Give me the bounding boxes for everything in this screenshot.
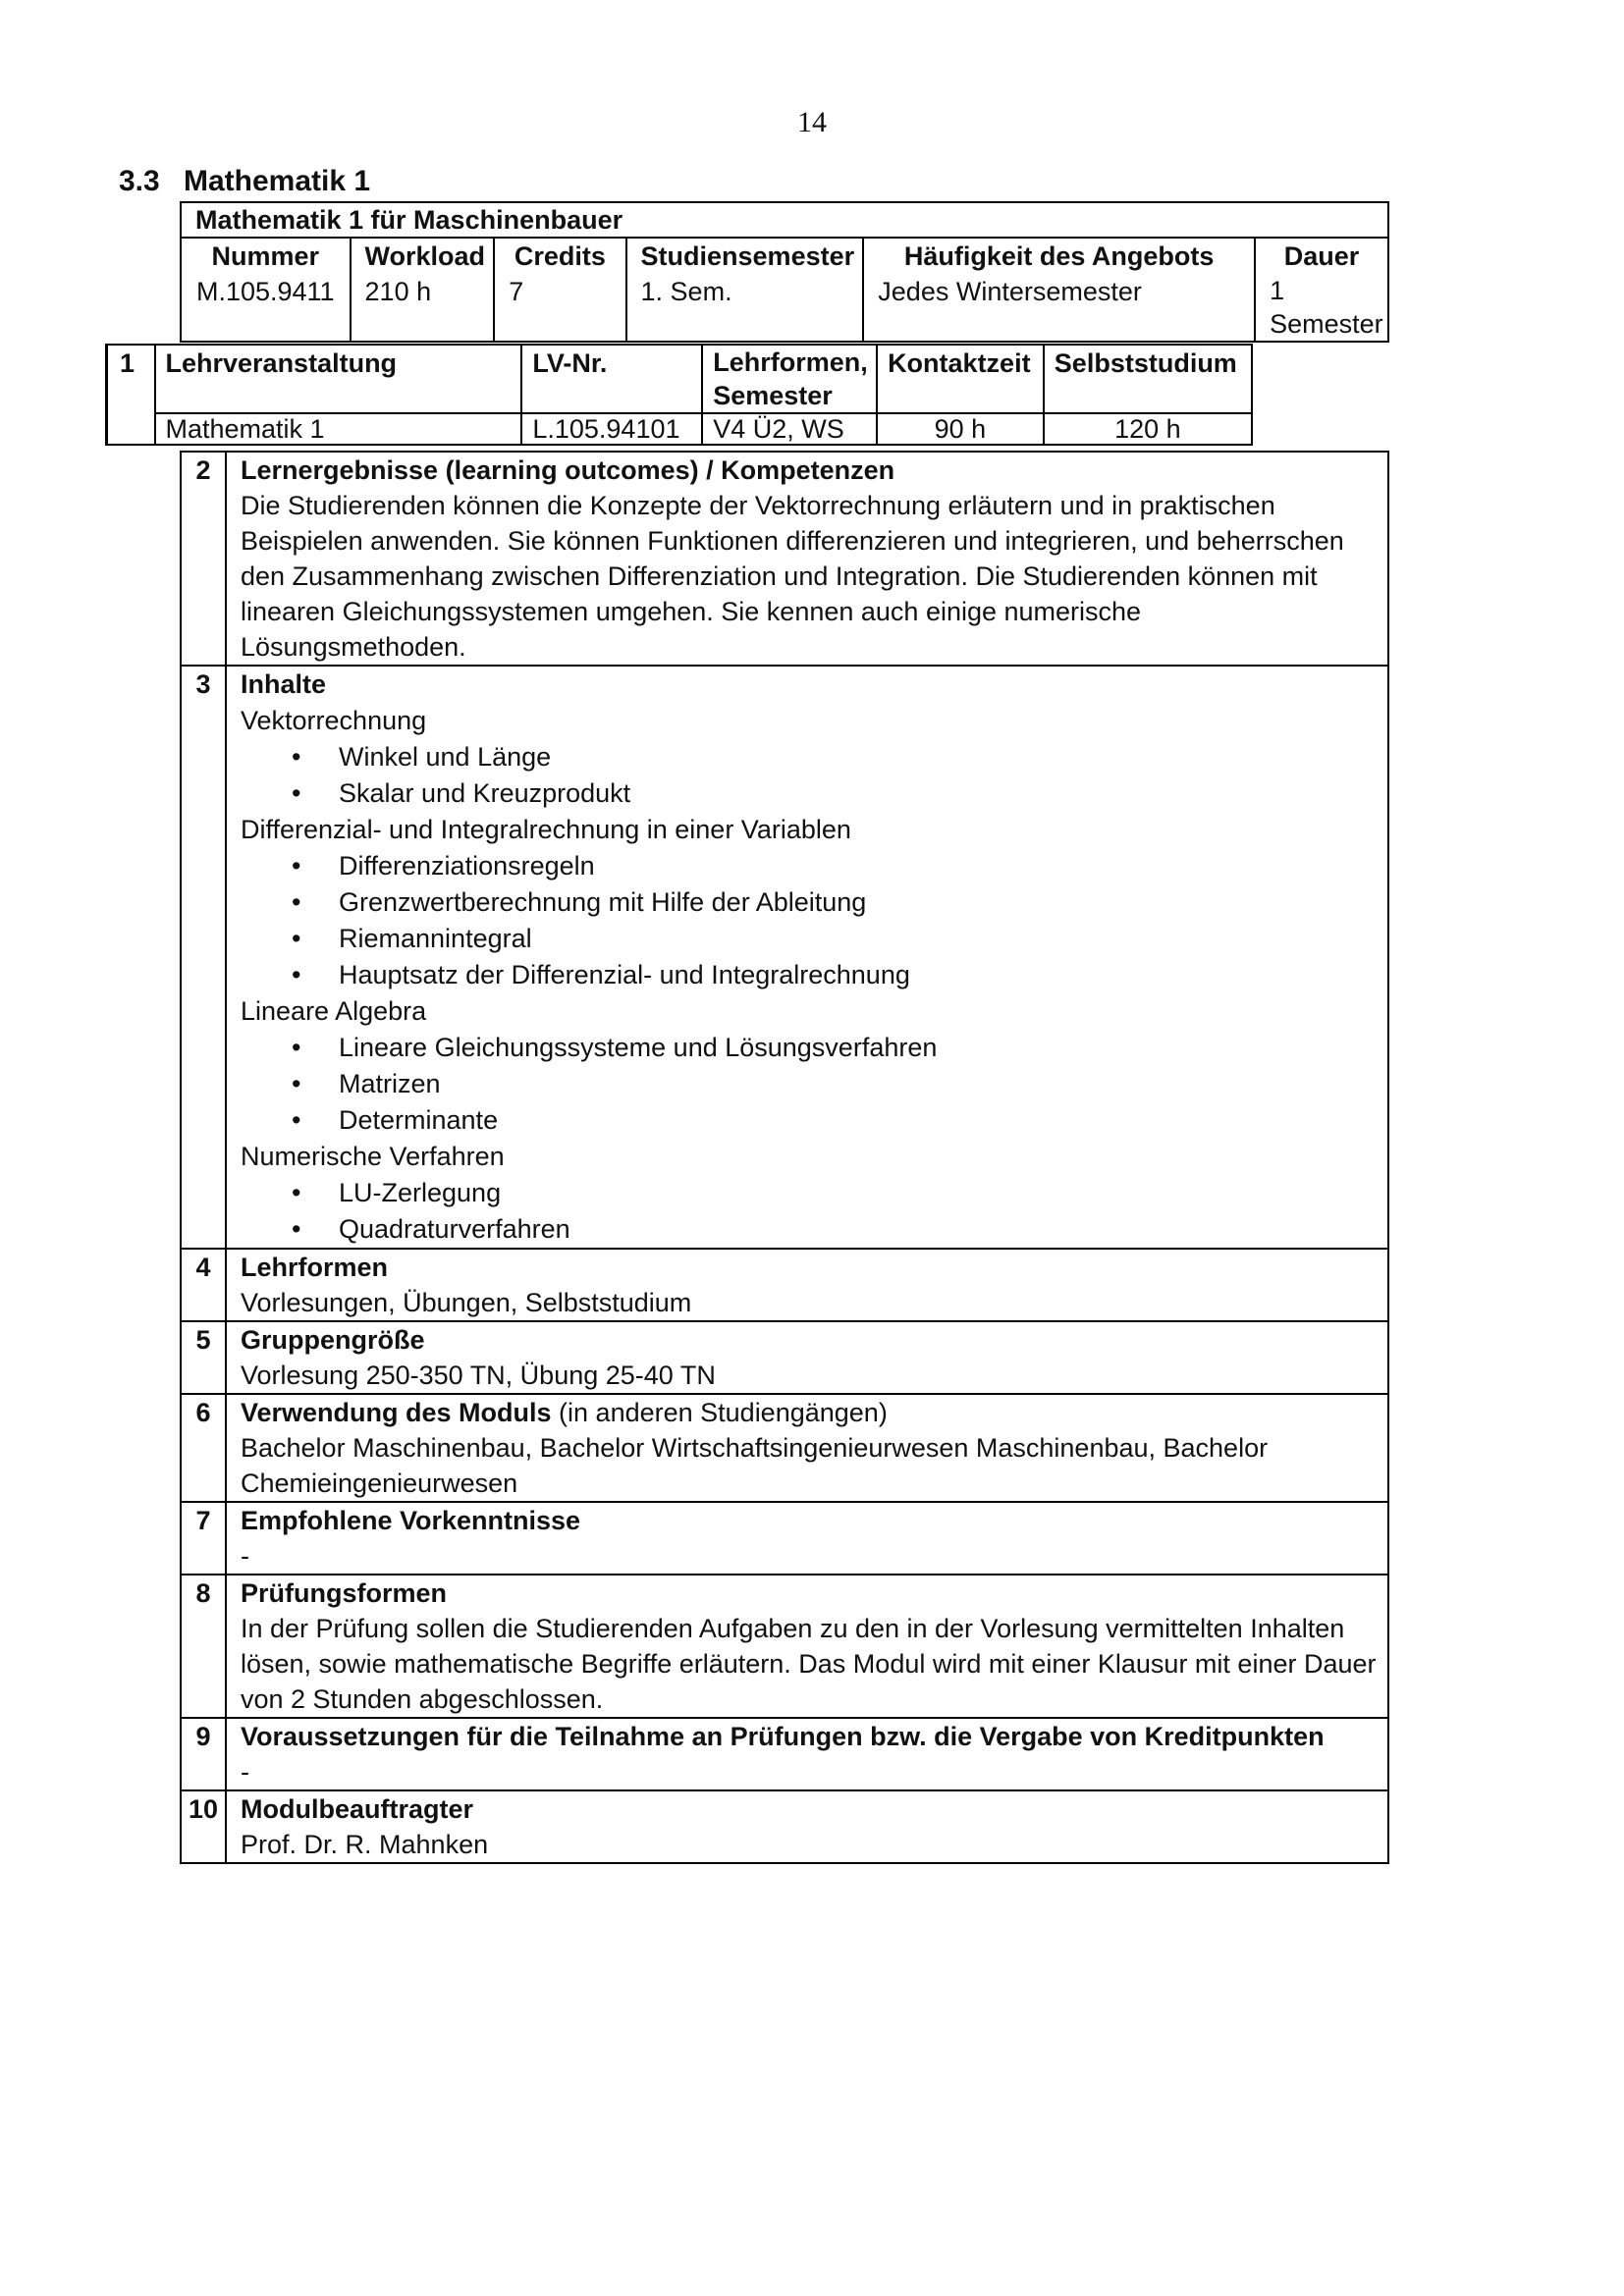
header-lehrveranstaltung: Lehrveranstaltung xyxy=(155,345,522,413)
bullet-list xyxy=(241,1030,1387,1139)
list-item: • Skalar und Kreuzprodukt xyxy=(339,775,1387,812)
row-title: Modulbeauftragter xyxy=(241,1794,474,1824)
row-lehrformen xyxy=(181,1249,1388,1321)
group-title: Differenzial- und Integralrechnung in einer Variablen xyxy=(241,815,851,844)
row-text: Vorlesungen, Übungen, Selbststudium xyxy=(241,1288,692,1317)
value-nummer: M.105.9411 xyxy=(181,274,351,342)
row-gruppengroesse xyxy=(181,1321,1388,1394)
row-number: 8 xyxy=(181,1575,226,1718)
value-studiensemester: 1. Sem. xyxy=(626,274,864,342)
row-text: In der Prüfung sollen die Studierenden Aufgaben zu den in der Vorlesung vermittelten Inhalten lösen, sowie mathematische Begriffe erläutern. Das Modul wird mit einer Klausur mit einer Dauer von 2 Stunden abgeschlossen. xyxy=(241,1614,1377,1714)
row-number: 2 xyxy=(181,452,226,666)
bullet-list xyxy=(241,1175,1387,1248)
section-heading xyxy=(119,165,370,198)
header-selbststudium: Selbststudium xyxy=(1044,345,1252,413)
row-number: 3 xyxy=(181,666,226,1249)
list-item: • Lineare Gleichungssysteme und Lösungsverfahren xyxy=(339,1030,1387,1066)
list-item: • Determinante xyxy=(339,1102,1387,1139)
group-title: Lineare Algebra xyxy=(241,996,427,1026)
row-title: Voraussetzungen für die Teilnahme an Prüfungen bzw. die Vergabe von Kreditpunkten xyxy=(241,1722,1325,1751)
header-nummer: Nummer xyxy=(181,238,351,274)
row-modulbeauftragter xyxy=(181,1790,1388,1863)
row-verwendung xyxy=(181,1394,1388,1502)
course-name: Mathematik 1 xyxy=(155,413,522,445)
row-title: Lehrformen xyxy=(241,1253,389,1282)
bullet-list xyxy=(241,848,1387,993)
row-number: 10 xyxy=(181,1790,226,1863)
list-item: • Matrizen xyxy=(339,1066,1387,1102)
row-text: Die Studierenden können die Konzepte der Vektorrechnung erläutern und in praktischen Beispielen anwenden. Sie können Funktionen differenzieren und integrieren, und beherrschen den Zusammenhang zwischen Differenziation und Integration. Die Studierenden können mit linearen Gleichungssystemen umgehen. Sie kennen auch einige numerische Lösungsmethoden. xyxy=(241,491,1344,662)
list-item: • Winkel und Länge xyxy=(339,739,1387,775)
row-title: Empfohlene Vorkenntnisse xyxy=(241,1506,581,1535)
header-credits: Credits xyxy=(494,238,625,274)
course-kontaktzeit: 90 h xyxy=(877,413,1044,445)
list-item: • LU-Zerlegung xyxy=(339,1175,1387,1211)
value-credits: 7 xyxy=(494,274,625,342)
list-item: • Differenziationsregeln xyxy=(339,848,1387,884)
bullet-list xyxy=(241,739,1387,812)
section-title: Mathematik 1 xyxy=(184,165,371,197)
module-header-table xyxy=(180,201,1389,343)
row-voraussetzungen xyxy=(181,1718,1388,1790)
header-kontaktzeit: Kontaktzeit xyxy=(877,345,1044,413)
list-item: • Grenzwertberechnung mit Hilfe der Ableitung xyxy=(339,884,1387,921)
row-text: Vorlesung 250-350 TN, Übung 25-40 TN xyxy=(241,1361,716,1390)
module-title: Mathematik 1 für Maschinenbauer xyxy=(181,202,1388,238)
row-title: Gruppengröße xyxy=(241,1325,425,1355)
row-text: - xyxy=(241,1541,249,1571)
value-dauer: 1 Semester xyxy=(1255,274,1388,342)
course-selbststudium: 120 h xyxy=(1044,413,1252,445)
group-title: Numerische Verfahren xyxy=(241,1142,505,1171)
row-number: 7 xyxy=(181,1502,226,1575)
header-lehrformen: Lehrformen, Semester xyxy=(702,345,877,413)
row-text: - xyxy=(241,1757,249,1787)
value-workload: 210 h xyxy=(351,274,495,342)
row-title: Prüfungsformen xyxy=(241,1578,448,1608)
list-item: • Quadraturverfahren xyxy=(339,1211,1387,1248)
row-number: 9 xyxy=(181,1718,226,1790)
header-studiensemester: Studiensemester xyxy=(626,238,864,274)
section-number: 3.3 xyxy=(119,165,160,197)
course-lehrformen: V4 Ü2, WS xyxy=(702,413,877,445)
course-number: 1 xyxy=(107,345,155,445)
header-haeufigkeit: Häufigkeit des Angebots xyxy=(863,238,1255,274)
header-lv-nr: LV-Nr. xyxy=(521,345,702,413)
list-item: • Riemannintegral xyxy=(339,921,1387,957)
row-title-suffix: (in anderen Studiengängen) xyxy=(551,1398,888,1427)
value-haeufigkeit: Jedes Wintersemester xyxy=(863,274,1255,342)
row-text: Prof. Dr. R. Mahnken xyxy=(241,1830,489,1859)
row-number: 4 xyxy=(181,1249,226,1321)
row-text: Bachelor Maschinenbau, Bachelor Wirtschaftsingenieurwesen Maschinenbau, Bachelor Chemieingenieurwesen xyxy=(241,1433,1269,1498)
row-inhalte xyxy=(181,666,1388,1249)
row-number: 6 xyxy=(181,1394,226,1502)
row-vorkenntnisse xyxy=(181,1502,1388,1575)
row-title: Inhalte xyxy=(241,669,327,699)
list-item: • Hauptsatz der Differenzial- und Integralrechnung xyxy=(339,957,1387,993)
row-title: Verwendung des Moduls xyxy=(241,1398,552,1427)
header-dauer: Dauer xyxy=(1255,238,1388,274)
row-lernergebnisse xyxy=(181,452,1388,666)
group-title: Vektorrechnung xyxy=(241,706,427,735)
course-table xyxy=(105,344,1253,446)
module-details-table xyxy=(180,451,1389,1864)
row-pruefungsformen xyxy=(181,1575,1388,1718)
page-number: 14 xyxy=(797,106,827,138)
course-lv-nr: L.105.94101 xyxy=(521,413,702,445)
header-workload: Workload xyxy=(351,238,495,274)
row-title: Lernergebnisse (learning outcomes) / Kompetenzen xyxy=(241,455,895,485)
row-number: 5 xyxy=(181,1321,226,1394)
